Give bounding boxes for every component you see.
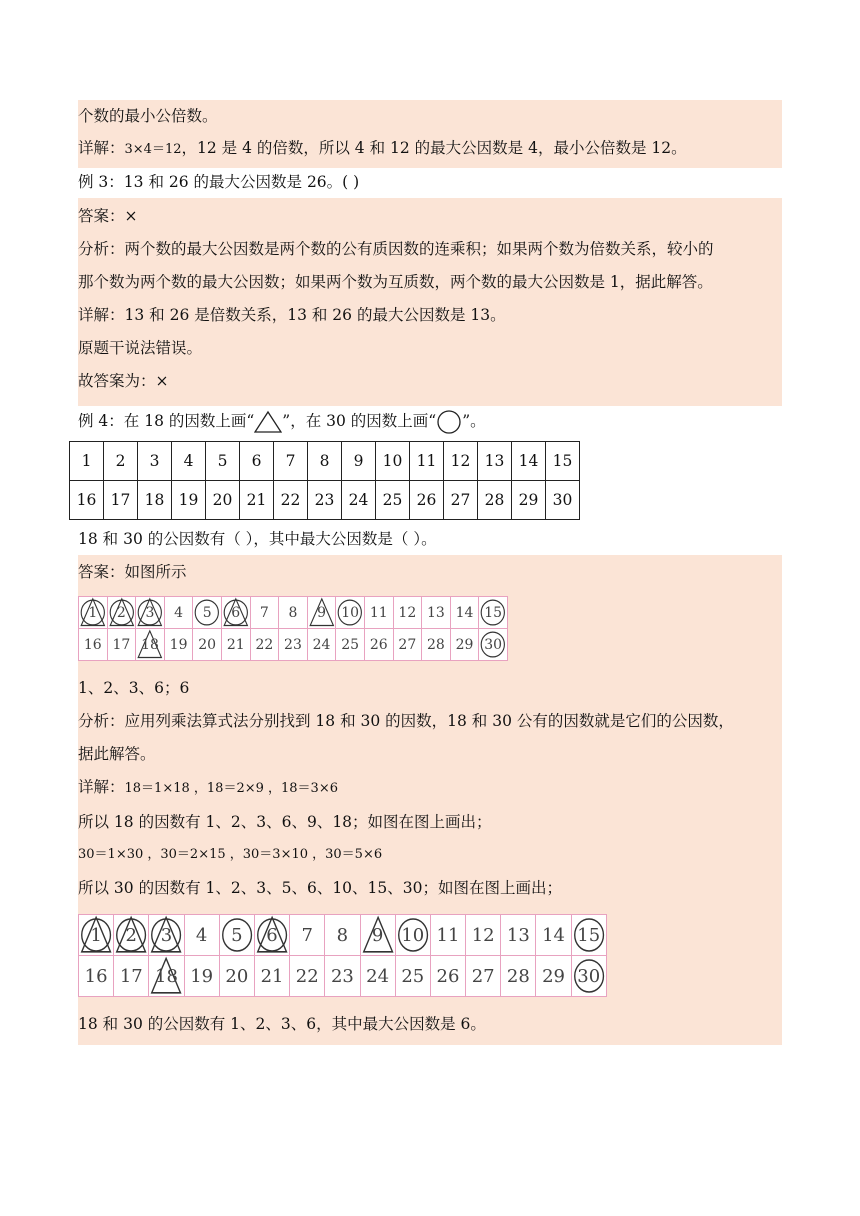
grid-cell: [336, 629, 365, 661]
analysis-line: 那个数为两个数的最大公因数；如果两个数为互质数，两个数的最大公因数是 1，据此解答。: [78, 273, 713, 291]
grid-row: [79, 597, 508, 629]
math-line: 30＝1×30 ，30＝2×15 ，30＝3×10 ，30＝5×6: [78, 847, 383, 862]
table-cell: 9: [342, 442, 376, 481]
grid-cell: [164, 629, 193, 661]
grid-number: 8: [288, 604, 298, 621]
grid-cell: [360, 915, 395, 956]
grid-cell: [430, 915, 465, 956]
circle-icon: [436, 410, 462, 434]
grid-cell: [393, 597, 422, 629]
grid-cell: [290, 956, 325, 997]
grid-number: 9: [317, 604, 326, 621]
grid-number: 17: [112, 636, 131, 653]
table-cell: 30: [546, 481, 580, 520]
grid-cell: [571, 915, 606, 956]
grid-cell: [479, 597, 508, 629]
grid-cell: [501, 956, 536, 997]
table-cell: 23: [308, 481, 342, 520]
grid-cell: [364, 597, 393, 629]
grid-cell: [184, 956, 219, 997]
grid-number: 19: [169, 636, 188, 653]
grid-number: 11: [436, 924, 460, 946]
table-cell: 7: [274, 442, 308, 481]
grid-number: 20: [198, 636, 217, 653]
grid-number: 13: [427, 604, 445, 621]
grid-cell: [221, 597, 250, 629]
grid-cell: [466, 956, 501, 997]
table-cell: 16: [70, 481, 104, 520]
grid-cell: [193, 629, 222, 661]
grid-number: 4: [195, 924, 208, 946]
answer-values-line: 1、2、3、6；6: [78, 679, 190, 697]
grid-cell: [395, 956, 430, 997]
grid-cell: [193, 597, 222, 629]
grid-number: 29: [455, 636, 474, 653]
grid-number: 3: [160, 924, 173, 946]
grid-cell: [107, 629, 136, 661]
table-cell: 10: [376, 442, 410, 481]
table-cell: 24: [342, 481, 376, 520]
grid-cell: [79, 956, 114, 997]
grid-cell: [422, 597, 451, 629]
table-cell: 17: [104, 481, 138, 520]
table-cell: 27: [444, 481, 478, 520]
grid-number: 21: [226, 636, 245, 653]
question-blanks-line: 18 和 30 的公因数有（ ），其中最大公因数是（ ）。: [78, 530, 437, 548]
grid-number: 18: [141, 636, 159, 653]
table-row: [70, 442, 580, 481]
table-cell: 15: [546, 442, 580, 481]
table-cell: 1: [70, 442, 104, 481]
grid-cell: [307, 629, 336, 661]
text-line: 所以 18 的因数有 1、2、3、6、9、18；如图在图上画出；: [78, 813, 492, 831]
grid-number: 25: [341, 636, 360, 653]
grid-number: 29: [542, 965, 565, 987]
grid-cell: [254, 956, 289, 997]
analysis-line: 据此解答。: [78, 745, 156, 763]
grid-cell: [364, 629, 393, 661]
answer-line: 答案：如图所示: [78, 563, 187, 581]
grid-row: [79, 629, 508, 661]
grid-number: 16: [84, 965, 108, 987]
table-cell: 11: [410, 442, 444, 481]
table-cell: 5: [206, 442, 240, 481]
table-cell: 2: [104, 442, 138, 481]
grid-number: 14: [455, 604, 474, 621]
label: 详解：: [78, 778, 125, 796]
grid-number: 24: [312, 636, 331, 653]
answer-grid-small: [78, 596, 508, 661]
grid-number: 21: [260, 965, 284, 987]
number-grid: [78, 914, 607, 997]
text: ”，在 30 的因数上画“: [282, 412, 437, 430]
grid-cell: [360, 956, 395, 997]
table-cell: 6: [240, 442, 274, 481]
grid-number: 17: [119, 965, 143, 987]
grid-cell: [501, 915, 536, 956]
table-cell: 29: [512, 481, 546, 520]
grid-cell: [450, 597, 479, 629]
text: 例 4：在 18 的因数上画“: [78, 412, 255, 430]
grid-cell: [336, 597, 365, 629]
conclusion-line: 18 和 30 的公因数有 1、2、3、6，其中最大公因数是 6。: [78, 1015, 486, 1033]
grid-row: [79, 915, 607, 956]
table-cell: 20: [206, 481, 240, 520]
grid-cell: [395, 915, 430, 956]
grid-cell: [279, 597, 308, 629]
grid-cell: [536, 956, 571, 997]
grid-cell: [250, 629, 279, 661]
grid-number: 23: [284, 636, 302, 653]
grid-number: 2: [116, 604, 126, 621]
grid-number: 26: [369, 636, 388, 653]
grid-number: 25: [401, 965, 425, 987]
grid-cell: [114, 956, 149, 997]
grid-cell: [571, 956, 606, 997]
text: ”。: [462, 412, 486, 430]
grid-number: 7: [301, 924, 313, 946]
table-cell: 22: [274, 481, 308, 520]
explanation-line: [78, 132, 687, 164]
grid-number: 22: [295, 965, 319, 987]
text-line: 原题干说法错误。: [78, 339, 203, 357]
grid-number: 16: [83, 636, 102, 653]
table-cell: 28: [478, 481, 512, 520]
grid-cell: [149, 956, 184, 997]
analysis-line: 分析：应用列乘法算式法分别找到 18 和 30 的因数，18 和 30 公有的因数就是它们的公因数，: [78, 712, 734, 730]
grid-cell: [184, 915, 219, 956]
grid-cell: [479, 629, 508, 661]
grid-number: 28: [427, 636, 445, 653]
grid-cell: [79, 915, 114, 956]
table-cell: 26: [410, 481, 444, 520]
table-cell: 3: [138, 442, 172, 481]
explanation-line: 详解：13 和 26 是倍数关系，13 和 26 的最大公因数是 13。: [78, 306, 506, 324]
grid-number: 28: [506, 965, 530, 987]
math-expression: 18＝1×18 ，18＝2×9 ，18＝3×6: [124, 781, 338, 796]
grid-number: 30: [577, 965, 601, 987]
grid-cell: [307, 597, 336, 629]
grid-number: 22: [255, 636, 274, 653]
table-cell: 4: [172, 442, 206, 481]
example-4-question: [78, 404, 486, 438]
table-cell: 19: [172, 481, 206, 520]
answer-line: 故答案为：×: [78, 372, 169, 390]
grid-number: 20: [225, 965, 249, 987]
grid-number: 10: [341, 604, 360, 621]
grid-number: 1: [90, 924, 102, 946]
grid-cell: [250, 597, 279, 629]
example-3-question: 例 3：13 和 26 的最大公因数是 26。( ): [78, 173, 360, 191]
explanation-line: [78, 771, 338, 803]
grid-cell: [254, 915, 289, 956]
grid-number: 12: [471, 924, 495, 946]
table-cell: 14: [512, 442, 546, 481]
table-cell: 21: [240, 481, 274, 520]
grid-cell: [393, 629, 422, 661]
grid-number: 19: [190, 965, 214, 987]
grid-number: 14: [542, 924, 565, 946]
grid-number: 1: [88, 604, 98, 621]
grid-cell: [290, 915, 325, 956]
grid-cell: [136, 597, 165, 629]
grid-number: 30: [484, 636, 503, 653]
grid-number: 13: [506, 924, 530, 946]
table-cell: 25: [376, 481, 410, 520]
grid-number: 10: [401, 924, 425, 946]
grid-cell: [430, 956, 465, 997]
grid-cell: [325, 915, 360, 956]
grid-number: 6: [266, 924, 278, 946]
grid-number: 18: [155, 965, 178, 987]
grid-cell: [79, 597, 108, 629]
grid-number: 26: [436, 965, 460, 987]
grid-number: 8: [336, 924, 349, 946]
grid-cell: [466, 915, 501, 956]
grid-cell: [79, 629, 108, 661]
grid-cell: [136, 629, 165, 661]
grid-number: 9: [371, 924, 384, 946]
grid-cell: [107, 597, 136, 629]
grid-cell: [221, 629, 250, 661]
grid-number: 24: [366, 965, 390, 987]
grid-cell: [114, 915, 149, 956]
grid-number: 6: [231, 604, 241, 621]
grid-number: 4: [174, 604, 184, 621]
grid-number: 5: [202, 604, 212, 621]
triangle-icon: [254, 410, 282, 434]
table-cell: 18: [138, 481, 172, 520]
table-cell: 8: [308, 442, 342, 481]
grid-cell: [219, 956, 254, 997]
grid-number: 5: [231, 924, 243, 946]
grid-number: 23: [330, 965, 354, 987]
grid-number: 27: [471, 965, 495, 987]
text: ，12 是 4 的倍数，所以 4 和 12 的最大公因数是 4，最小公倍数是 12。: [181, 139, 687, 157]
grid-cell: [536, 915, 571, 956]
grid-cell: [422, 629, 451, 661]
text-line: 所以 30 的因数有 1、2、3、5、6、10、15、30；如图在图上画出；: [78, 879, 562, 897]
table-row: [70, 481, 580, 520]
grid-number: 11: [369, 604, 388, 621]
grid-cell: [149, 915, 184, 956]
table-cell: 12: [444, 442, 478, 481]
grid-number: 15: [577, 924, 601, 946]
grid-row: [79, 956, 607, 997]
number-table: [69, 441, 580, 520]
grid-number: 7: [259, 604, 269, 621]
text-line: 个数的最小公倍数。: [78, 107, 218, 125]
answer-grid-large: [78, 914, 607, 997]
grid-number: 27: [398, 636, 417, 653]
table-cell: 13: [478, 442, 512, 481]
grid-cell: [219, 915, 254, 956]
grid-number: 12: [398, 604, 417, 621]
label: 详解：: [78, 139, 125, 157]
answer-line: 答案：×: [78, 207, 138, 225]
grid-cell: [325, 956, 360, 997]
analysis-line: 分析：两个数的最大公因数是两个数的公有质因数的连乘积；如果两个数为倍数关系，较小的: [78, 240, 714, 258]
grid-number: 2: [125, 924, 137, 946]
number-grid: [78, 596, 508, 661]
grid-cell: [164, 597, 193, 629]
grid-cell: [279, 629, 308, 661]
grid-cell: [450, 629, 479, 661]
grid-number: 3: [145, 604, 155, 621]
grid-number: 15: [484, 604, 503, 621]
math-expression: 3×4＝12: [124, 142, 182, 157]
